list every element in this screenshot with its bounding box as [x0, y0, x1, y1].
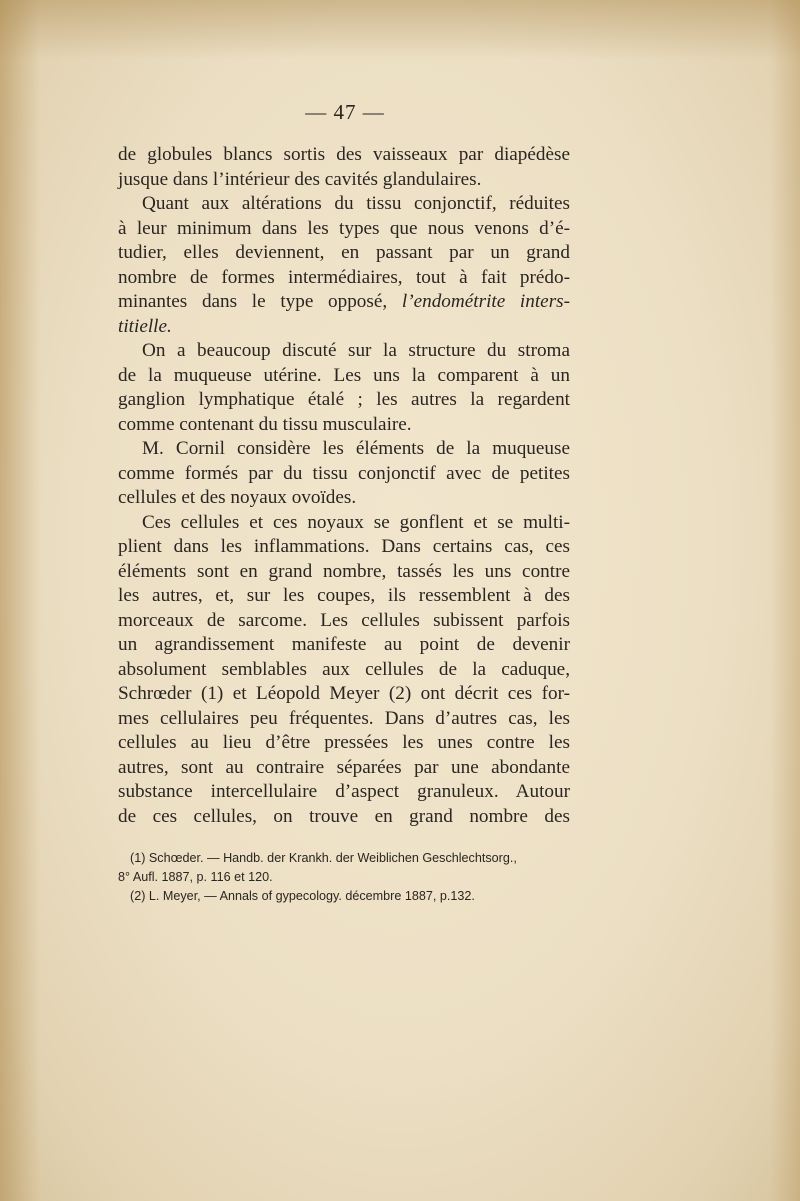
- text-line-mixed: [118, 290, 570, 315]
- text-line: comme formés par du tissu conjonctif avec de petites: [118, 462, 570, 484]
- footnote: (1) Schœder. — Handb. der Krankh. der Weiblichen Geschlechtsorg.,: [130, 851, 517, 865]
- text-line: éléments sont en grand nombre, tassés les uns contre: [118, 560, 570, 582]
- text-line: titielle.: [118, 315, 172, 337]
- footnotes: [118, 849, 570, 906]
- page-edge-shadow-right: [770, 0, 800, 1201]
- text-line: M. Cornil considère les éléments de la muqueuse: [142, 438, 570, 459]
- text-fragment: minantes dans le type opposé,: [118, 291, 388, 312]
- text-line: substance intercellulaire d’aspect granuleux. Autour: [118, 781, 570, 802]
- text-line: On a beaucoup discuté sur la structure du stroma: [142, 340, 570, 361]
- text-line: de globules blancs sortis des vaisseaux par diapédèse: [118, 144, 570, 165]
- text-line: un agrandissement manifeste au point de devenir: [118, 634, 570, 655]
- page-edge-shadow-left: [0, 0, 40, 1201]
- text-line: Quant aux altérations du tissu conjonctif, réduites: [142, 193, 570, 214]
- text-line: comme contenant du tissu musculaire.: [118, 413, 412, 435]
- text-line: de ces cellules, on trouve en grand nombre des: [118, 805, 570, 827]
- text-line: les autres, et, sur les coupes, ils ressemblent à des: [118, 585, 570, 606]
- text-line: ganglion lymphatique étalé ; les autres la regardent: [118, 389, 570, 410]
- page-edge-shadow-top: [0, 0, 800, 60]
- text-line: tudier, elles deviennent, en passant par un grand: [118, 242, 570, 263]
- text-line: à leur minimum dans les types que nous venons d’é-: [118, 217, 570, 239]
- page-number: — 47 —: [305, 100, 385, 124]
- text-line: Schrœder (1) et Léopold Meyer (2) ont décrit ces for-: [118, 683, 570, 704]
- body-text: [118, 143, 570, 829]
- text-line: absolument semblables aux cellules de la caduque,: [118, 658, 570, 680]
- text-line: jusque dans l’intérieur des cavités glandulaires.: [118, 168, 482, 190]
- text-line: cellules et des noyaux ovoïdes.: [118, 487, 357, 508]
- text-line: nombre de formes intermédiaires, tout à fait prédo-: [118, 266, 570, 288]
- italic-term: l’endométrite inters-: [401, 291, 571, 312]
- text-line: de la muqueuse utérine. Les uns la comparent à un: [118, 364, 570, 386]
- text-line: Ces cellules et ces noyaux se gonflent et se multi-: [142, 511, 570, 533]
- footnote-continuation: 8° Aufl. 1887, p. 116 et 120.: [118, 870, 273, 884]
- text-line: cellules au lieu d’être pressées les unes contre les: [118, 732, 570, 753]
- footnote: (2) L. Meyer, — Annals of gypecology. décembre 1887, p.132.: [130, 889, 475, 903]
- text-line: plient dans les inflammations. Dans certains cas, ces: [118, 536, 570, 557]
- text-line: morceaux de sarcome. Les cellules subissent parfois: [118, 609, 570, 631]
- text-line: mes cellulaires peu fréquentes. Dans d’autres cas, les: [118, 707, 570, 729]
- text-line: autres, sont au contraire séparées par une abondante: [118, 756, 570, 778]
